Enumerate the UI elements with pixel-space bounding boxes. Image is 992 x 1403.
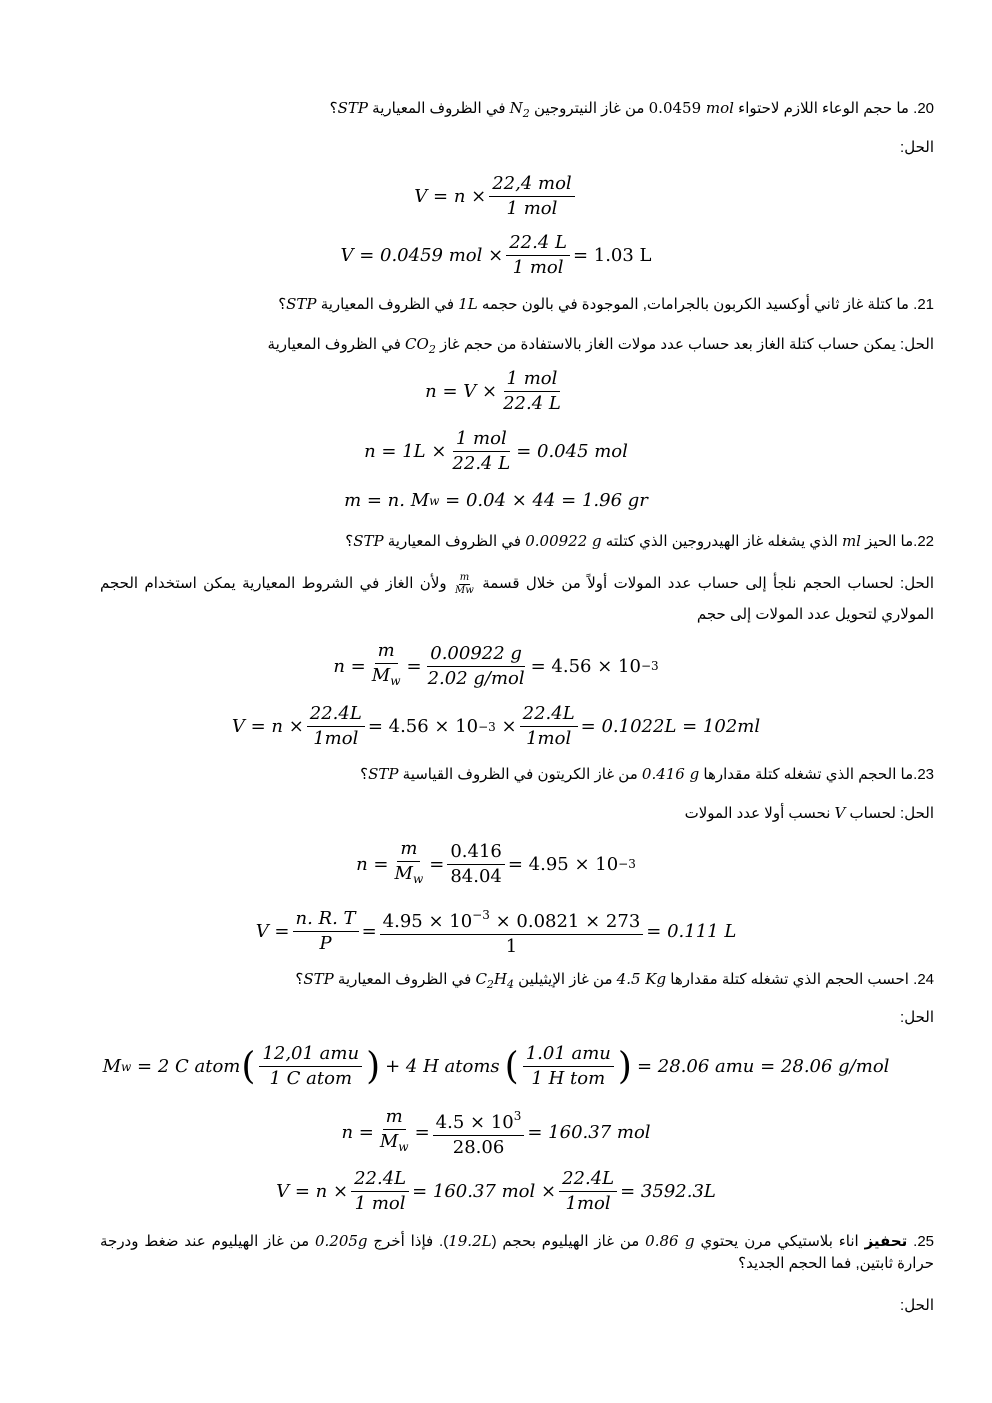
formula-c2h4: $C_2H_4$ — [475, 970, 515, 991]
question-22: 22.ما الحيز ml الذي يشغله غاز الهيدروجين الذي كتلته 0.00922 g في الظروف المعيارية STP؟ — [345, 532, 934, 550]
equation-24-1: M w = 2 C atom ( $\frac{\text{12,01 amu}}{\text{1 C atom}}$ ) + 4 H atoms ( $\frac{\text{1.01 amu}}{\text{1 H tom}}$ ) = 28.06 amu = 28.06 g/mol — [102, 1043, 890, 1089]
solution-22: الحل: لحساب الحجم نلجأ إلى حساب عدد المولات أولاً من خلال قسمة $\frac{m}{Mw}$ ولأن الغاز في الشروط المعيارية يمكن استخدام الحجم المولاري لتحويل عدد المولات إلى حجم — [100, 571, 934, 623]
question-20: 20. ما حجم الوعاء اللازم لاحتواء 0.0459 mol من غاز النيتروجين $N_2$ في الظروف المعيارية STP؟ — [329, 99, 934, 120]
solution-label-20: الحل: — [900, 139, 934, 156]
equation-20-2: V = 0.0459 mol × $\frac{22.4 L}{\text{1 mol}}$ = 1.03 L — [340, 232, 652, 278]
equation-21-2: n = 1L × $\frac{\text{1 mol}}{22.4 L}$ = 0.045 mol — [364, 428, 628, 474]
question-23: 23.ما الحجم الذي تشغله كتلة مقدارها 0.416 g من غاز الكريتون في الظروف القياسية STP؟ — [360, 765, 934, 783]
equation-22-1: n = $\frac{m}{M_w}$ = $\frac{0.00922 g}{\text{2.02 g/mol}}$ = 4.56 × 10 −3 — [333, 640, 659, 689]
solution-label-25: الحل: — [900, 1297, 934, 1314]
equation-24-2: n = $\frac{m}{M_w}$ = $\frac{4.5 \times 10^3}{28.06}$ = 160.37 mol — [341, 1106, 651, 1158]
equation-22-2: V = n × $\frac{22.4L}{\text{1mol}}$ = 4.56 × 10 −3 × $\frac{22.4L}{\text{1mol}}$ = 0.1022L = 102ml — [231, 703, 761, 749]
formula-co2: $CO_2$ — [405, 335, 436, 356]
equation-23-2: V = $\frac{n. R. T}{P}$ = $\frac{4.95 \times 10^{-3} \times 0.0821 \times 273}{1}$ = 0.111 L — [0, 904, 992, 958]
equation-23-1: n = $\frac{m}{M_w}$ = $\frac{0.416}{84.04}$ = 4.95 × 10 −3 — [356, 838, 636, 887]
solution-label-24: الحل: — [900, 1009, 934, 1026]
question-25: 25. تحفيز اناء بلاستيكي مرن يحتوي 0.86 g من غاز الهيليوم بحجم (19.2L). فإذا أخرج 0.205g من غاز الهيليوم عند ضغط ودرجة حرارة ثابتين, فما الحجم الجديد؟ — [100, 1232, 934, 1272]
equation-20-1: V = n × $\frac{\text{22,4 mol}}{\text{1 mol}}$ — [0, 173, 992, 220]
solution-21: الحل: يمكن حساب كتلة الغاز بعد حساب عدد مولات الغاز بالاستفادة من حجم غاز $CO_2$ في الظروف المعيارية — [267, 335, 934, 356]
equation-21-1: n = V × $\frac{\text{1 mol}}{22.4 L}$ — [425, 368, 561, 414]
solution-23: الحل: لحساب V نحسب أولا عدد المولات — [684, 804, 934, 822]
amount-value: 0.0459 mol — [648, 99, 734, 117]
question-24: 24. احسب الحجم الذي تشغله كتلة مقدارها 4.5 Kg من غاز الإيثيلين $C_2H_4$ في الظروف المعيارية STP؟ — [295, 970, 934, 991]
question-21: 21. ما كتلة غاز ثاني أوكسيد الكربون بالجرامات, الموجودة في بالون حجمه 1L في الظروف المعيارية STP؟ — [278, 295, 934, 313]
equation-21-3: m = n. M w = 0.04 × 44 = 1.96 gr — [344, 490, 648, 511]
formula-n2: $N_2$ — [509, 99, 530, 120]
fraction-m-over-mw: $\frac{m}{Mw}$ — [455, 571, 474, 596]
equation-24-3: V = n × $\frac{22.4L}{\text{1 mol}}$ = 160.37 mol × $\frac{22.4L}{\text{1mol}}$ = 3592.3L — [276, 1168, 716, 1214]
